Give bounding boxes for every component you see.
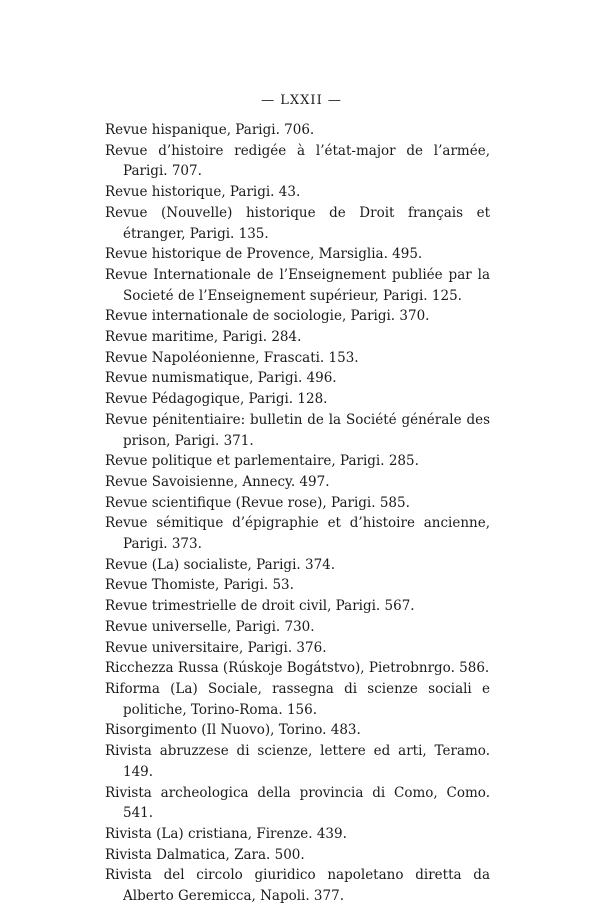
index-entry xyxy=(105,596,490,617)
index-entry-text: Revue internationale de sociologie, Parigi. 370. xyxy=(105,308,430,325)
index-entry-text: Revue historique, Parigi. 43. xyxy=(105,184,301,201)
index-entry xyxy=(105,306,490,327)
index-entry-text: Revue Pédagogique, Parigi. 128. xyxy=(105,391,328,408)
index-entry xyxy=(105,265,490,306)
index-entry xyxy=(105,638,490,659)
periodical-index-list xyxy=(105,120,490,907)
index-entry-text: Rivista del circolo giuridico napoletano diretta da Alberto Geremicca, Napoli. 377. xyxy=(105,867,490,905)
index-entry xyxy=(105,845,490,866)
index-entry xyxy=(105,555,490,576)
index-entry-text: Risorgimento (Il Nuovo), Torino. 483. xyxy=(105,722,361,739)
index-entry xyxy=(105,141,490,182)
index-entry-text: Revue maritime, Parigi. 284. xyxy=(105,329,302,346)
page-number: — LXXII — xyxy=(261,93,342,108)
index-entry-text: Revue Savoisienne, Annecy. 497. xyxy=(105,473,330,490)
index-entry xyxy=(105,575,490,596)
index-entry xyxy=(105,451,490,472)
index-entry-text: Revue Thomiste, Parigi. 53. xyxy=(105,577,294,594)
index-entry xyxy=(105,741,490,782)
index-entry xyxy=(105,389,490,410)
index-entry-text: Revue universelle, Parigi. 730. xyxy=(105,618,315,635)
index-entry-text: Rivista abruzzese di scienze, lettere ed arti, Teramo. 149. xyxy=(105,743,490,780)
index-entry xyxy=(105,182,490,203)
index-entry-text: Rivista (La) cristiana, Firenze. 439. xyxy=(105,825,347,842)
index-entry-text: Revue sémitique d’épigraphie et d’histoire ancienne, Parigi. 373. xyxy=(105,515,490,553)
index-entry-text: Revue (Nouvelle) historique de Droit français et étranger, Parigi. 135. xyxy=(105,204,490,242)
index-entry xyxy=(105,348,490,369)
index-entry-text: Rivista Dalmatica, Zara. 500. xyxy=(105,846,305,863)
index-entry-text: Revue trimestrielle de droit civil, Parigi. 567. xyxy=(105,598,415,615)
index-entry-text: Revue politique et parlementaire, Parigi. 285. xyxy=(105,453,419,470)
index-entry-text: Rivista archeologica della provincia di Como, Como. 541. xyxy=(105,784,490,822)
index-entry-text: Revue hispanique, Parigi. 706. xyxy=(105,122,315,138)
index-entry xyxy=(105,120,490,141)
index-entry-text: Revue scientifique (Revue rose), Parigi. 585. xyxy=(105,494,410,511)
index-entry-text: Revue (La) socialiste, Parigi. 374. xyxy=(105,556,336,573)
index-entry-text: Riforma (La) Sociale, rassegna di scienze sociali e politiche, Torino-Roma. 156. xyxy=(105,680,490,718)
index-entry xyxy=(105,368,490,389)
index-entry-text: Revue numismatique, Parigi. 496. xyxy=(105,370,337,387)
index-entry-text: Revue d’histoire redigée à l’état-major de l’armée, Parigi. 707. xyxy=(105,142,490,180)
index-entry xyxy=(105,493,490,514)
index-entry xyxy=(105,327,490,348)
index-entry-text: Revue Internationale de l’Enseignement publiée par la Societé de l’Enseignement supérieur, Parigi. 125. xyxy=(105,266,490,304)
index-entry xyxy=(105,203,490,244)
index-entry xyxy=(105,824,490,845)
index-entry xyxy=(105,244,490,265)
index-entry-text: Ricchezza Russa (Rúskoje Bogátstvo), Pietrobnrgo. 586. xyxy=(105,660,490,677)
index-entry-text: Revue pénitentiaire: bulletin de la Société générale des prison, Parigi. 371. xyxy=(105,411,490,449)
index-entry xyxy=(105,472,490,493)
index-entry xyxy=(105,865,490,906)
index-entry-text: Revue historique de Provence, Marsiglia. 495. xyxy=(105,246,423,263)
index-entry xyxy=(105,720,490,741)
index-entry-text: Revue universitaire, Parigi. 376. xyxy=(105,639,327,656)
index-entry xyxy=(105,513,490,554)
index-entry xyxy=(105,783,490,824)
index-entry xyxy=(105,658,490,679)
index-entry xyxy=(105,410,490,451)
index-entry-text: Revue Napoléonienne, Frascati. 153. xyxy=(105,349,359,366)
index-entry xyxy=(105,617,490,638)
index-entry xyxy=(105,679,490,720)
